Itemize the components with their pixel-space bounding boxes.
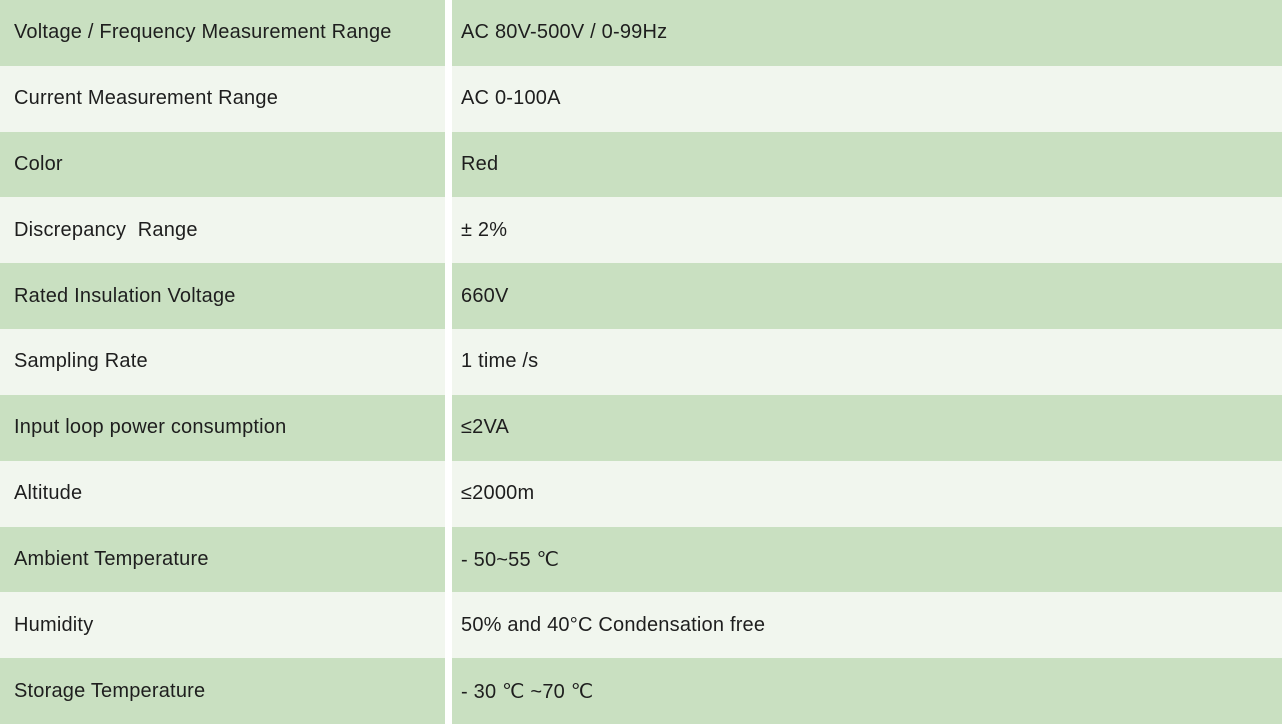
table-row xyxy=(0,527,1282,593)
column-divider xyxy=(445,329,452,395)
spec-value: 660V xyxy=(461,284,509,307)
table-row xyxy=(0,66,1282,132)
spec-label: Voltage / Frequency Measurement Range xyxy=(14,21,392,44)
spec-label: Ambient Temperature xyxy=(14,547,209,570)
spec-label: Sampling Rate xyxy=(14,350,148,373)
table-row xyxy=(0,0,1282,66)
spec-label: Discrepancy Range xyxy=(14,218,198,241)
spec-value: 1 time /s xyxy=(461,350,539,373)
spec-value: ≤2VA xyxy=(461,416,510,439)
spec-value: AC 80V-500V / 0-99Hz xyxy=(461,21,668,44)
spec-value: AC 0-100A xyxy=(461,87,561,110)
spec-label: Input loop power consumption xyxy=(14,416,287,439)
table-row xyxy=(0,395,1282,461)
column-divider xyxy=(445,592,452,658)
spec-value: 50% and 40°C Condensation free xyxy=(461,613,766,636)
column-divider xyxy=(445,395,452,461)
column-divider xyxy=(445,527,452,593)
spec-value: - 50~55 ℃ xyxy=(461,548,560,571)
column-divider xyxy=(445,461,452,527)
spec-label: Altitude xyxy=(14,482,83,505)
spec-value: - 30 ℃ ~70 ℃ xyxy=(461,680,594,703)
table-row xyxy=(0,197,1282,263)
spec-label: Color xyxy=(14,153,63,176)
spec-label: Humidity xyxy=(14,613,94,636)
column-divider xyxy=(445,0,452,66)
table-row xyxy=(0,461,1282,527)
spec-label: Current Measurement Range xyxy=(14,87,279,110)
table-row xyxy=(0,329,1282,395)
spec-value: ± 2% xyxy=(461,218,508,241)
table-row xyxy=(0,592,1282,658)
column-divider xyxy=(445,197,452,263)
table-row xyxy=(0,263,1282,329)
spec-value: ≤2000m xyxy=(461,482,535,505)
column-divider xyxy=(445,263,452,329)
spec-value: Red xyxy=(461,153,499,176)
table-row xyxy=(0,658,1282,724)
spec-label: Storage Temperature xyxy=(14,679,206,702)
table-row xyxy=(0,132,1282,198)
column-divider xyxy=(445,132,452,198)
spec-label: Rated Insulation Voltage xyxy=(14,284,236,307)
column-divider xyxy=(445,658,452,724)
column-divider xyxy=(445,66,452,132)
